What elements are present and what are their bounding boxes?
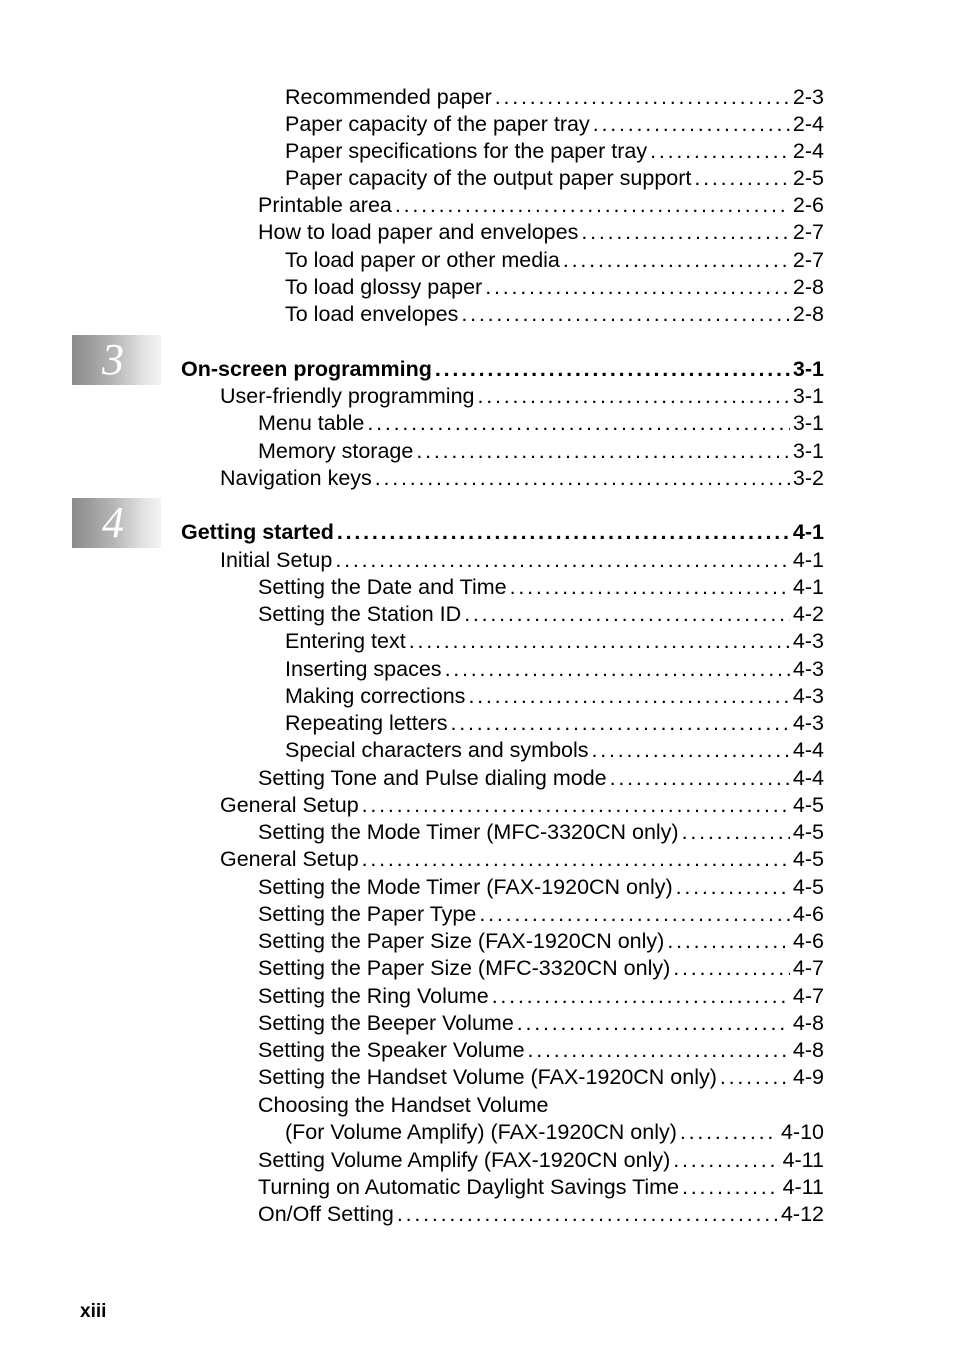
toc-chapter-entry: [181, 356, 824, 383]
toc-entry-title: Setting the Handset Volume (FAX-1920CN only): [258, 1065, 717, 1089]
toc-entry-page: 4-8: [792, 1038, 824, 1062]
toc-entry-page: 4-3: [792, 629, 824, 653]
toc-entry-title: Paper capacity of the paper tray: [285, 112, 590, 136]
dot-leader: [479, 901, 790, 928]
dot-leader: [461, 301, 790, 328]
dot-leader: [367, 410, 790, 437]
toc-entry: [285, 710, 824, 737]
toc-entry-page: 2-4: [792, 112, 824, 136]
toc-entry-title: Turning on Automatic Daylight Savings Time: [258, 1175, 680, 1199]
toc-entry-page: 4-7: [792, 956, 824, 980]
toc-entry-page: 2-8: [792, 302, 824, 326]
dot-leader: [676, 874, 790, 901]
toc-entry-title: On-screen programming: [181, 357, 432, 381]
toc-entry: [285, 165, 824, 192]
toc-entry-title: User-friendly programming: [220, 384, 475, 408]
toc-entry-title: Paper specifications for the paper tray: [285, 139, 648, 163]
dot-leader: [435, 356, 790, 383]
dot-leader: [485, 274, 790, 301]
dot-leader: [593, 111, 790, 138]
dot-leader: [337, 519, 790, 546]
toc-entry-page: 3-1: [792, 439, 824, 463]
toc-entry: [258, 874, 824, 901]
toc-entry-title: Setting the Paper Size (FAX-1920CN only): [258, 929, 665, 953]
toc-entry: [258, 819, 824, 846]
dot-leader: [397, 1201, 778, 1228]
toc-entry: [285, 84, 824, 111]
toc-entry: [258, 1010, 824, 1037]
toc-entry-title: Setting Volume Amplify (FAX-1920CN only): [258, 1148, 671, 1172]
dot-leader: [694, 165, 790, 192]
dot-leader: [581, 219, 790, 246]
toc-entry-title: (For Volume Amplify) (FAX-1920CN only): [285, 1120, 677, 1144]
dot-leader: [682, 819, 790, 846]
toc-entry: [285, 683, 824, 710]
toc-entry-page: 4-8: [792, 1011, 824, 1035]
toc-entry: [285, 138, 824, 165]
toc-entry: [258, 983, 824, 1010]
dot-leader: [375, 465, 790, 492]
toc-entry-page: 4-10: [780, 1120, 824, 1144]
toc-entry: [285, 656, 824, 683]
toc-entry-page: 4-5: [792, 820, 824, 844]
toc-entry-title: Setting Tone and Pulse dialing mode: [258, 766, 607, 790]
toc-entry-title: Setting the Speaker Volume: [258, 1038, 525, 1062]
dot-leader: [517, 1010, 790, 1037]
toc-entry: [258, 1174, 824, 1201]
toc-entry: [258, 438, 824, 465]
toc-entry: [258, 955, 824, 982]
toc-entry-page: 4-3: [792, 684, 824, 708]
toc-entry: [220, 547, 824, 574]
toc-entry-page: 2-6: [792, 193, 824, 217]
toc-entry-page: 4-4: [792, 738, 824, 762]
toc-entry: [258, 219, 824, 246]
toc-entry: [258, 928, 824, 955]
toc-entry-title: To load paper or other media: [285, 248, 560, 272]
toc-entry: [258, 901, 824, 928]
page-number: xiii: [80, 1301, 107, 1322]
toc-chapter-entry: [181, 519, 824, 546]
dot-leader: [409, 628, 790, 655]
toc-entry: [220, 383, 824, 410]
toc-entry-page: 3-2: [792, 466, 824, 490]
dot-leader: [362, 792, 790, 819]
toc-entry-page: 4-11: [782, 1148, 824, 1172]
toc-entry-title: Paper capacity of the output paper support: [285, 166, 692, 190]
dot-leader: [478, 383, 790, 410]
toc-entry: [258, 1037, 824, 1064]
toc-entry: [285, 628, 824, 655]
toc-entry-page: 2-7: [792, 248, 824, 272]
toc-entry: [285, 1119, 824, 1146]
toc-entry-page: 4-6: [792, 902, 824, 926]
toc-entry: [258, 410, 824, 437]
toc-entry-page: 4-1: [792, 575, 824, 599]
dot-leader: [468, 683, 789, 710]
dot-leader: [673, 955, 790, 982]
dot-leader: [592, 737, 790, 764]
chapter-tab-4: [72, 498, 161, 548]
toc-entry-title: Menu table: [258, 411, 365, 435]
dot-leader: [528, 1037, 790, 1064]
chapter-number: 3: [102, 335, 124, 384]
dot-leader: [451, 710, 790, 737]
toc-entry: [258, 192, 824, 219]
toc-entry-title: Repeating letters: [285, 711, 448, 735]
toc-entry-title: Recommended paper: [285, 85, 492, 109]
toc-entry-title: Setting the Paper Type: [258, 902, 477, 926]
toc-entry-title: Making corrections: [285, 684, 466, 708]
toc-entry-page: 4-11: [782, 1175, 824, 1199]
chapter-tab-3: [72, 335, 161, 385]
toc-entry-title: Getting started: [181, 520, 334, 544]
toc-entry-title: On/Off Setting: [258, 1202, 394, 1226]
dot-leader: [720, 1064, 790, 1091]
dot-leader: [610, 765, 790, 792]
toc-entry-title: General Setup: [220, 793, 359, 817]
toc-entry-page: 4-12: [780, 1202, 824, 1226]
toc-entry-title: To load glossy paper: [285, 275, 483, 299]
toc-entry: [258, 574, 824, 601]
toc-entry: [285, 247, 824, 274]
toc-entry-page: 4-5: [792, 793, 824, 817]
toc-entry-page: 4-5: [792, 847, 824, 871]
toc-entry-title: Choosing the Handset Volume: [258, 1093, 549, 1117]
toc-entry-page: 4-3: [792, 657, 824, 681]
toc-entry-page: 4-6: [792, 929, 824, 953]
dot-leader: [492, 983, 790, 1010]
toc-entry-title: Initial Setup: [220, 548, 333, 572]
dot-leader: [395, 192, 790, 219]
toc-entry: [220, 846, 824, 873]
toc-entry-title: To load envelopes: [285, 302, 459, 326]
toc-entry: [285, 737, 824, 764]
toc-entry: [285, 301, 824, 328]
toc-entry-page: 2-7: [792, 220, 824, 244]
toc-entry-page: 4-2: [792, 602, 824, 626]
toc-entry-page: 4-7: [792, 984, 824, 1008]
toc-entry-title: Inserting spaces: [285, 657, 442, 681]
toc-entry-page: 2-5: [792, 166, 824, 190]
dot-leader: [682, 1174, 780, 1201]
toc-entry-title: Special characters and symbols: [285, 738, 589, 762]
toc-entry-page: 3-1: [792, 384, 824, 408]
toc-entry-page: 3-1: [792, 411, 824, 435]
toc-entry-page: 2-3: [792, 85, 824, 109]
dot-leader: [362, 846, 790, 873]
toc-entry-title: Entering text: [285, 629, 406, 653]
toc-entry: [220, 465, 824, 492]
toc-entry: [258, 1147, 824, 1174]
toc-entry: [285, 111, 824, 138]
toc-entry-page: 2-4: [792, 139, 824, 163]
toc-entry-title: Navigation keys: [220, 466, 372, 490]
dot-leader: [680, 1119, 778, 1146]
dot-leader: [673, 1147, 779, 1174]
toc-entry-title: Setting the Station ID: [258, 602, 462, 626]
toc-entry-title: General Setup: [220, 847, 359, 871]
toc-entry-title: Setting the Beeper Volume: [258, 1011, 514, 1035]
toc-entry: [258, 765, 824, 792]
toc-entry: [258, 1201, 824, 1228]
toc-entry-page: 4-5: [792, 875, 824, 899]
toc-entry-title: Memory storage: [258, 439, 414, 463]
dot-leader: [563, 247, 790, 274]
toc-entry-page: 4-1: [792, 548, 824, 572]
dot-leader: [445, 656, 790, 683]
toc-entry-page: 4-3: [792, 711, 824, 735]
dot-leader: [335, 547, 790, 574]
dot-leader: [510, 574, 790, 601]
dot-leader: [650, 138, 790, 165]
toc-entry-page: 4-9: [792, 1065, 824, 1089]
toc-entry-page: 2-8: [792, 275, 824, 299]
dot-leader: [464, 601, 790, 628]
toc-entry: [220, 792, 824, 819]
toc-entry-title: Setting the Mode Timer (FAX-1920CN only): [258, 875, 673, 899]
toc-entry-title: Setting the Mode Timer (MFC-3320CN only): [258, 820, 679, 844]
toc-entry-title: How to load paper and envelopes: [258, 220, 579, 244]
toc-entry-page: 4-4: [792, 766, 824, 790]
toc-entry: [258, 1092, 824, 1119]
toc-entry-title: Setting the Ring Volume: [258, 984, 489, 1008]
toc-entry-title: Printable area: [258, 193, 392, 217]
toc-entry: [285, 274, 824, 301]
dot-leader: [667, 928, 790, 955]
toc-entry-title: Setting the Paper Size (MFC-3320CN only): [258, 956, 671, 980]
toc-entry-page: 3-1: [792, 357, 824, 381]
toc-entry-title: Setting the Date and Time: [258, 575, 507, 599]
toc-entry-page: 4-1: [792, 520, 824, 544]
toc-entry: [258, 601, 824, 628]
chapter-number: 4: [102, 498, 124, 547]
dot-leader: [495, 84, 790, 111]
toc-entry: [258, 1064, 824, 1091]
dot-leader: [416, 438, 790, 465]
